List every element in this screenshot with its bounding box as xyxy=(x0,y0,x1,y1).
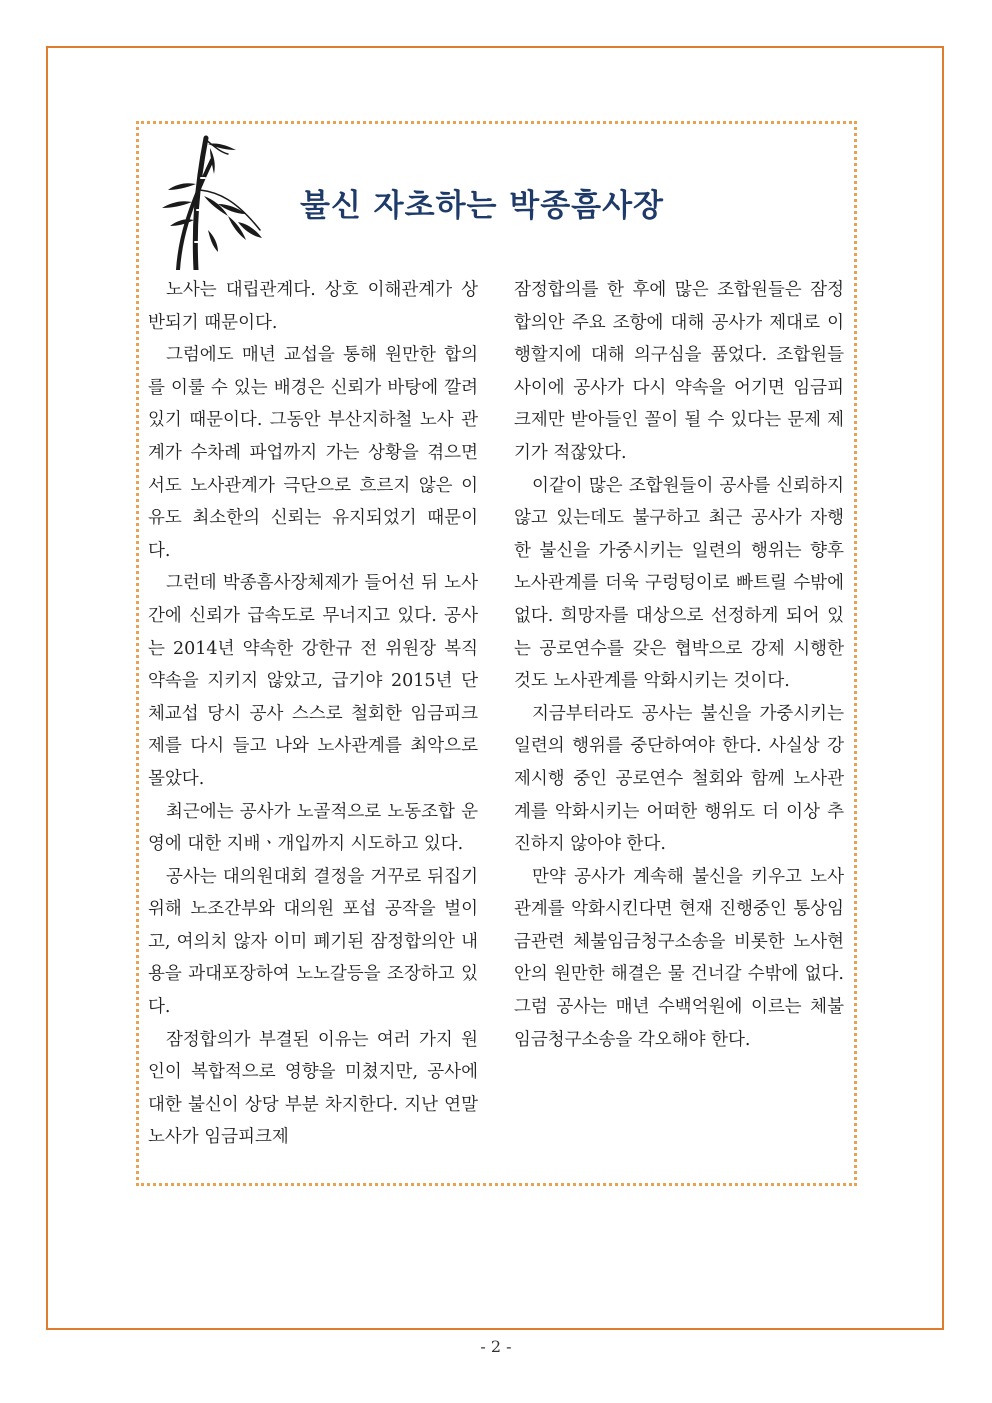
paragraph: 최근에는 공사가 노골적으로 노동조합 운영에 대한 지배ㆍ개입까지 시도하고 있다. xyxy=(148,801,478,855)
paragraph: 그럼에도 매년 교섭을 통해 원만한 합의를 이룰 수 있는 배경은 신뢰가 바탕에 깔려 있기 때문이다. 그동안 부산지하철 노사 관계가 수차례 파업까지 가는 상황을 겪으면서도 노사관계가 극단으로 흐르지 않은 이유도 최소한의 신뢰는 유지되었기 때문이다. xyxy=(148,345,478,561)
paragraph: 그런데 박종흠사장체제가 들어선 뒤 노사간에 신뢰가 급속도로 무너지고 있다. 공사는 2014년 약속한 강한규 전 위원장 복직 약속을 지키지 않았고, 급기야 2015년 단체교섭 당시 공사 스스로 철회한 임금피크제를 다시 들고 나와 노사관계를 최악으로 몰았다. xyxy=(148,573,478,789)
left-column xyxy=(148,274,478,1154)
paragraph: 이같이 많은 조합원들이 공사를 신뢰하지 않고 있는데도 불구하고 최근 공사가 자행한 불신을 가중시키는 일련의 행위는 향후 노사관계를 더욱 구렁텅이로 빠트릴 수밖에 없다. 희망자를 대상으로 선정하게 되어 있는 공로연수를 갖은 협박으로 강제 시행한 것도 노사관계를 악화시키는 것이다. xyxy=(514,475,844,692)
paragraph: 노사는 대립관계다. 상호 이해관계가 상반되기 때문이다. xyxy=(148,280,478,333)
right-column xyxy=(514,274,844,1056)
paragraph: 지금부터라도 공사는 불신을 가중시키는 일련의 행위를 중단하여야 한다. 사실상 강제시행 중인 공로연수 철회와 함께 노사관계를 악화시키는 어떠한 행위도 더 이상 추진하지 않아야 한다. xyxy=(514,703,844,855)
paragraph: 만약 공사가 계속해 불신을 키우고 노사관계를 악화시킨다면 현재 진행중인 통상임금관련 체불임금청구소송을 비롯한 노사현안의 원만한 해결은 물 건너갈 수밖에 없다. 그럼 공사는 매년 수백억원에 이르는 체불임금청구소송을 각오해야 한다. xyxy=(514,866,844,1050)
page-number: - 2 - xyxy=(480,1337,512,1356)
paragraph: 잠정합의를 한 후에 많은 조합원들은 잠정합의안 주요 조항에 대해 공사가 제대로 이행할지에 대해 의구심을 품었다. 조합원들 사이에 공사가 다시 약속을 어기면 임금피크제만 받아들인 꼴이 될 수 있다는 문제 제기가 적잖았다. xyxy=(514,280,844,463)
paragraph: 잠정합의가 부결된 이유는 여러 가지 원인이 복합적으로 영향을 미쳤지만, 공사에 대한 불신이 상당 부분 차지한다. 지난 연말 노사가 임금피크제 xyxy=(148,1029,478,1148)
bamboo-illustration xyxy=(148,130,268,270)
paragraph: 공사는 대의원대회 결정을 거꾸로 뒤집기 위해 노조간부와 대의원 포섭 공작을 벌이고, 여의치 않자 이미 폐기된 잠정합의안 내용을 과대포장하여 노노갈등을 조장하고 있다. xyxy=(148,866,478,1018)
article-title: 불신 자초하는 박종흠사장 xyxy=(300,188,664,224)
